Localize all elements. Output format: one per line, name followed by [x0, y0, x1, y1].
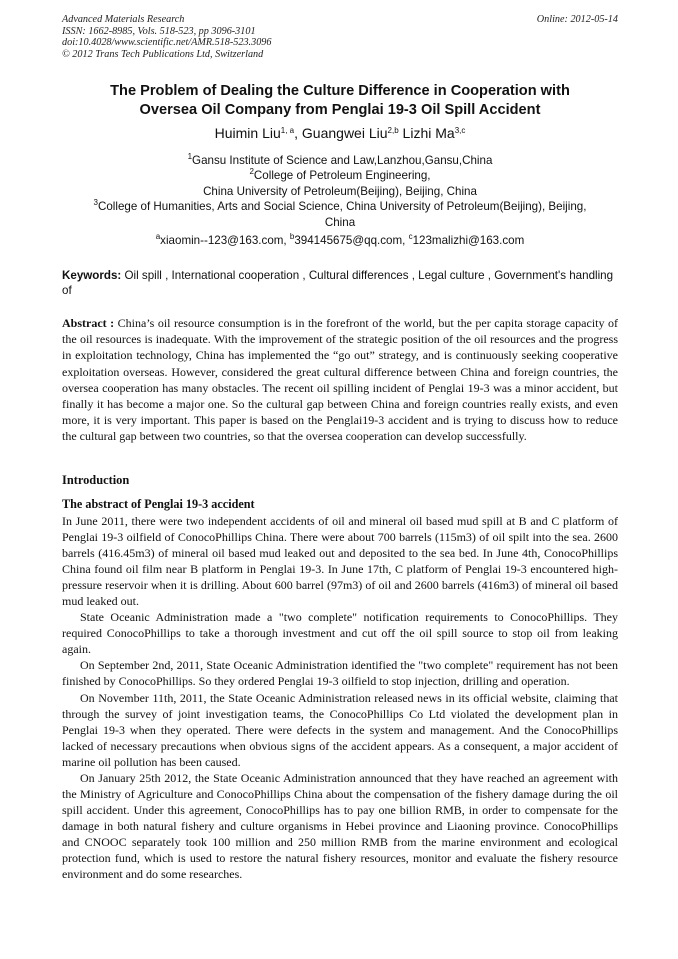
email-marker: c [408, 232, 413, 241]
abstract-text: China’s oil resource consumption is in the forefront of the world, but the per capita storage capacity of the oil resources is inadequate. With the improvement of the strategic position of the oil resources and the progress in exploitation technology, China has implemented the “go out” strategy, and is continuously seeking cooperative exploitation overseas. However, considered the great cultural difference between China and foreign countries, the oversea cooperation has many obstacles. The recent oil spilling incident of Penglai 19-3 was a minor accident, but finally it has become a major one. So the cultural gap between China and foreign countries really exists, and even more, it is very important. This paper is based on the Penglai19-3 accident and is trying to discuss how to reduce the cultural gap between two countries, so that the oversea cooperation can develop successfully. [62, 316, 618, 444]
author-superscript: 3,c [454, 126, 466, 135]
affiliation-text: Gansu Institute of Science and Law,Lanzhou,Gansu,China [192, 154, 493, 167]
author-superscript: 1, a [280, 126, 295, 135]
affiliation-2 [62, 168, 618, 183]
paper-title [62, 82, 618, 120]
doi-line: doi:10.4028/www.scientific.net/AMR.518-523.3096 [62, 37, 272, 49]
email-address[interactable]: xiaomin--123@163.com, [160, 234, 290, 247]
affiliation-marker: 1 [187, 152, 193, 161]
author-list: Huimin Liu$^{1, a}$, Guangwei Liu$^{2,b}$ Lizhi Ma$^{3,c}$ [214, 125, 466, 141]
email-address[interactable]: 394145675@qq.com, [294, 234, 409, 247]
affiliations [62, 153, 618, 230]
journal-name: Advanced Materials Research [62, 14, 185, 25]
journal-header [62, 14, 618, 60]
email-marker: b [289, 232, 295, 241]
title-line-1: The Problem of Dealing the Culture Difference in Cooperation with [110, 83, 570, 99]
affiliation-2-cont: China University of Petroleum(Beijing), Beijing, China [203, 184, 477, 198]
online-date: Online: 2012-05-14 [536, 14, 618, 25]
affiliation-text: College of Humanities, Arts and Social Science, China University of Petroleum(Beijing), Beijing, [97, 200, 587, 214]
affiliation-3-cont: China [324, 215, 356, 229]
introduction-heading: Introduction [62, 473, 130, 487]
email-address[interactable]: 123malizhi@163.com [412, 234, 525, 247]
abstract-block [62, 315, 618, 445]
keywords-label: Keywords: [62, 269, 122, 282]
affiliation-marker: 2 [249, 167, 254, 177]
paragraph: On September 2nd, 2011, State Oceanic Administration identified the "two complete" requirement has not been finished by ConocoPhillips. So they ordered Penglai 19-3 oilfield to stop injection, drilling and operation. [62, 658, 618, 689]
paragraph: On January 25th 2012, the State Oceanic Administration announced that they have reached an agreement with the Ministry of Agriculture and ConocoPhillips China about the compensation of the fishery damage during the oil spill accident. Under this agreement, ConocoPhillips has to pay one billion RMB, in order to compensate for the damage in both natural fishery and culture organisms in Hebei province and Liaoning province. ConocoPhillips and CNOOC separately took 100 million and 250 million RMB from the marine environment and ecological protection fund, which is used to restore the natural fishery resources, monitor and evaluate the fishery resource environment and do some researches. [62, 770, 618, 882]
title-line-2: Oversea Oil Company from Penglai 19-3 Oil Spill Accident [139, 102, 541, 118]
section-subheading: The abstract of Penglai 19-3 accident [62, 497, 255, 511]
email-marker: a [155, 232, 161, 241]
author-name: Guangwei Liu [301, 125, 388, 141]
paragraph: On November 11th, 2011, the State Oceanic Administration released news in its official website, claiming that through the survey of joint investigation teams, the ConocoPhillips Co Ltd violated the development plan in Penglai 19-3 when they operated. There were defects in the system and management. And the ConocoPhillips lacked of necessary precautions when obvious signs of the accident appears. As a consequent, a major accident of marine oil pollution has been caused. [62, 690, 618, 769]
paragraph: State Oceanic Administration made a "two complete" notification requirements to ConocoPhillips. They required ConocoPhillips to take a thorough investment and cut off the oil spill source to stop oil from leaking again. [62, 610, 618, 657]
affiliation-3 [62, 199, 618, 214]
abstract-label: Abstract : [62, 316, 115, 330]
keywords-text: Oil spill , International cooperation , Cultural differences , Legal culture , Government's handling of [62, 269, 614, 298]
author-superscript: 2,b [387, 126, 399, 135]
affiliation-text: College of Petroleum Engineering, [253, 169, 431, 183]
affiliation-marker: 3 [93, 198, 98, 208]
affiliation-1 [62, 153, 618, 168]
email-line [62, 233, 618, 248]
issn-line: ISSN: 1662-8985, Vols. 518-523, pp 3096-3101 [62, 25, 256, 37]
author-name: Huimin Liu [214, 125, 281, 141]
keywords-block [62, 268, 618, 299]
author-name: Lizhi Ma [402, 125, 455, 141]
copyright-line: © 2012 Trans Tech Publications Ltd, Switzerland [62, 48, 264, 60]
introduction-body [62, 513, 618, 882]
paragraph: In June 2011, there were two independent accidents of oil and mineral oil based mud spill at B and C platform of Penglai 19-3 oilfield of ConocoPhillips China. There were about 700 barrels (115m3) of oil spilt into the sea. 2600 barrels (416.45m3) of mineral oil based mud leaked out and deposited to the sea bed. In June 4th, ConocoPhillips China found oil film near B platform in Penglai 19-3. In June 17th, C platform of Penglai 19-3 encountered high-pressure reservoir when it is drilling. About 600 barrel (97m3) of oil and 2600 barrels (416m3) of mineral oil based mud leaked out. [62, 514, 618, 609]
